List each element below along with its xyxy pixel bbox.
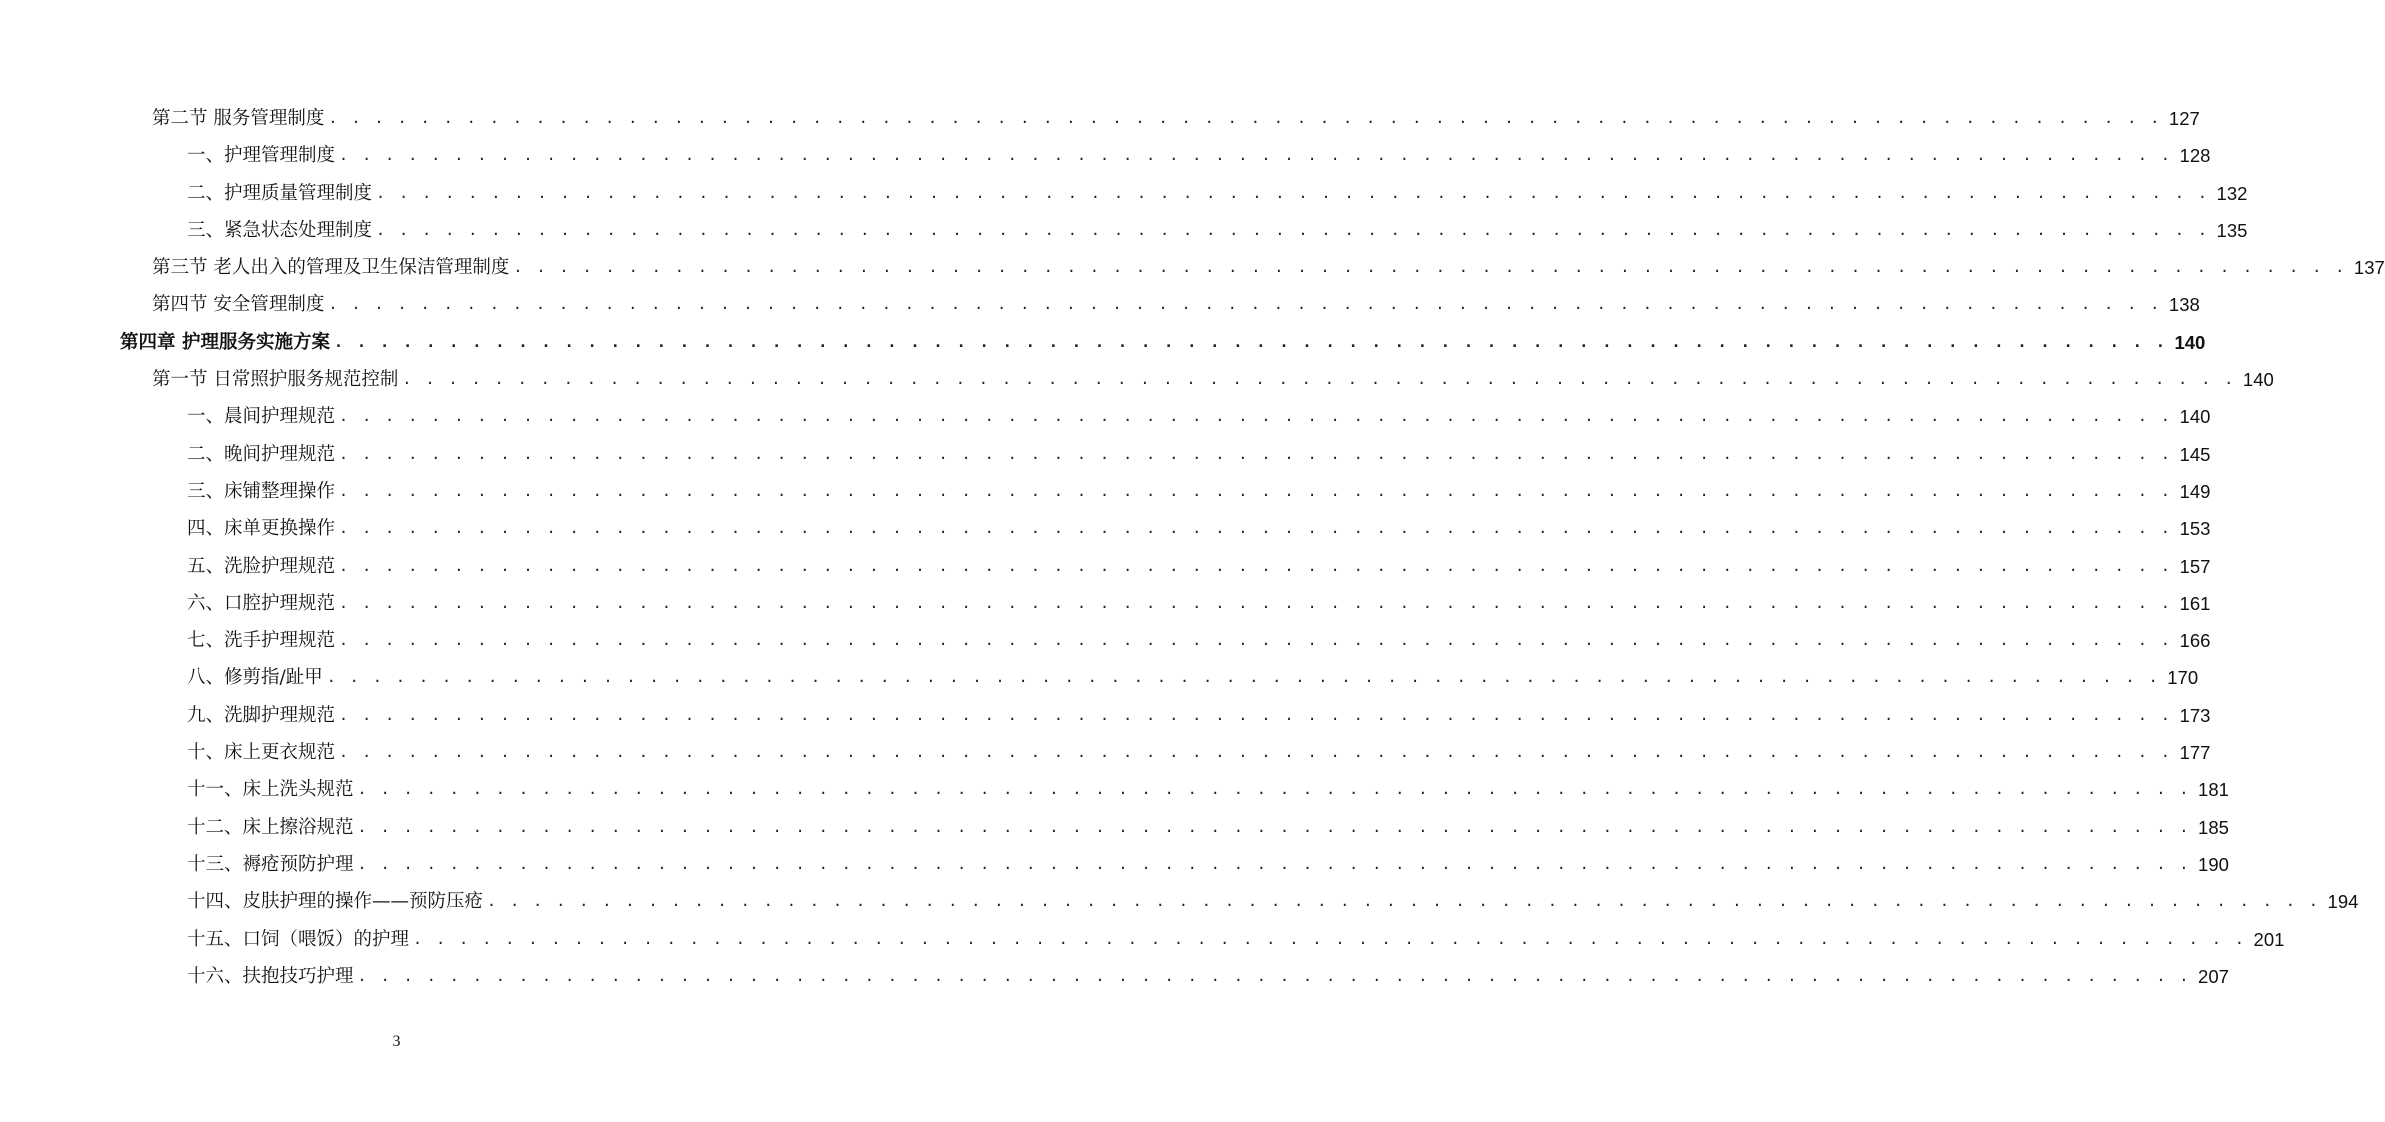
toc-entry-title: 一、护理管理制度 — [187, 145, 336, 167]
toc-entry-page: 185 — [2198, 816, 2229, 838]
toc-entry-title: 第二节 服务管理制度 — [152, 108, 325, 129]
toc-entry-page: 153 — [2179, 518, 2211, 540]
toc-dot-leader: . . . . . . . . . . . . . . . . . . . . . . . . . . . . . . . . . . . . . . . . . . . . . . . . . . . . . . . . . . . . . . . . . . . . . . . . . . . . . . . . — [326, 668, 2161, 687]
toc-dot-leader: . . . . . . . . . . . . . . . . . . . . . . . . . . . . . . . . . . . . . . . . . . . . . . . . . . . . . . . . . . . . . . . . . . . . . . . . . . . . . . . . — [376, 220, 2210, 239]
toc-section-entry[interactable] — [0, 100, 2200, 137]
toc-entry-page: 140 — [2174, 331, 2206, 353]
toc-entry-page: 157 — [2179, 555, 2211, 577]
toc-dot-leader: . . . . . . . . . . . . . . . . . . . . . . . . . . . . . . . . . . . . . . . . . . . . . . . . . . . . . . . . . . . . . . . . . . . . . . . . . . . . . . . . — [339, 444, 2173, 463]
toc-section-entry[interactable] — [0, 249, 2385, 286]
toc-entry-page: 201 — [2253, 928, 2285, 950]
toc-subsection-entry[interactable] — [0, 398, 2211, 435]
toc-entry-page: 127 — [2168, 108, 2200, 129]
toc-subsection-entry[interactable] — [0, 659, 2199, 696]
toc-subsection-entry[interactable] — [0, 622, 2211, 659]
toc-subsection-entry[interactable] — [0, 771, 2229, 808]
toc-entry-page: 138 — [2168, 294, 2200, 316]
toc-chapter-entry[interactable] — [0, 324, 2206, 361]
toc-entry-title: 二、晚间护理规范 — [187, 443, 336, 465]
toc-entry-title: 十、床上更衣规范 — [187, 742, 336, 764]
toc-entry-page: 177 — [2179, 742, 2211, 764]
toc-dot-leader: . . . . . . . . . . . . . . . . . . . . . . . . . . . . . . . . . . . . . . . . . . . . . . . . . . . . . . . . . . . . . . . . . . . . . . . . . . . . . . . . — [357, 817, 2191, 836]
toc-entry-title: 八、修剪指/趾甲 — [187, 667, 323, 689]
toc-entry-page: 128 — [2179, 145, 2211, 167]
toc-entry-page: 161 — [2179, 592, 2211, 614]
toc-entry-title: 十四、皮肤护理的操作——预防压疮 — [187, 891, 484, 913]
toc-entry-page: 194 — [2327, 891, 2359, 913]
toc-entry-page: 140 — [2242, 369, 2274, 391]
toc-subsection-entry[interactable] — [0, 697, 2211, 734]
toc-entry-page: 190 — [2198, 853, 2229, 875]
toc-subsection-entry[interactable] — [0, 436, 2211, 473]
toc-dot-leader: . . . . . . . . . . . . . . . . . . . . . . . . . . . . . . . . . . . . . . . . . . . . . . . . . . . . . . . . . . . . . . . . . . . . . . . . . . . . . . . . — [339, 519, 2173, 538]
toc-dot-leader: . . . . . . . . . . . . . . . . . . . . . . . . . . . . . . . . . . . . . . . . . . . . . . . . . . . . . . . . . . . . . . . . . . . . . . . . . . . . . . . . — [513, 258, 2347, 277]
toc-entry-title: 七、洗手护理规范 — [187, 630, 336, 652]
toc-entry-title: 九、洗脚护理规范 — [187, 704, 336, 726]
toc-entry-title: 十三、褥疮预防护理 — [187, 853, 354, 875]
toc-dot-leader: . . . . . . . . . . . . . . . . . . . . . . . . . . . . . . . . . . . . . . . . . . . . . . . . . . . . . . . . . . . . . . . . . . . . . . . . . . . . . . . . — [339, 593, 2173, 612]
toc-dot-leader: . . . . . . . . . . . . . . . . . . . . . . . . . . . . . . . . . . . . . . . . . . . . . . . . . . . . . . . . . . . . . . . . . . . . . . . . . . . . . . . . — [339, 146, 2173, 165]
toc-entry-title: 十二、床上擦浴规范 — [187, 816, 354, 838]
toc-entry-title: 五、洗脸护理规范 — [187, 555, 336, 577]
toc-dot-leader: . . . . . . . . . . . . . . . . . . . . . . . . . . . . . . . . . . . . . . . . . . . . . . . . . . . . . . . . . . . . . . . . . . . . . . . . . . . . . . . . — [339, 705, 2173, 724]
toc-subsection-entry[interactable] — [0, 958, 2229, 995]
toc-dot-leader: . . . . . . . . . . . . . . . . . . . . . . . . . . . . . . . . . . . . . . . . . . . . . . . . . . . . . . . . . . . . . . . . . . . . . . . . . . . . . . . . — [402, 370, 2236, 389]
toc-entry-title: 三、紧急状态处理制度 — [187, 219, 373, 241]
toc-dot-leader: . . . . . . . . . . . . . . . . . . . . . . . . . . . . . . . . . . . . . . . . . . . . . . . . . . . . . . . . . . . . . . . . . . . . . . . . . . . . . . . . — [487, 892, 2321, 911]
toc-dot-leader: . . . . . . . . . . . . . . . . . . . . . . . . . . . . . . . . . . . . . . . . . . . . . . . . . . . . . . . . . . . . . . . . . . . . . . . . . . . . . . . . — [333, 332, 2168, 351]
toc-dot-leader: . . . . . . . . . . . . . . . . . . . . . . . . . . . . . . . . . . . . . . . . . . . . . . . . . . . . . . . . . . . . . . . . . . . . . . . . . . . . . . . . — [357, 854, 2191, 873]
toc-dot-leader: . . . . . . . . . . . . . . . . . . . . . . . . . . . . . . . . . . . . . . . . . . . . . . . . . . . . . . . . . . . . . . . . . . . . . . . . . . . . . . . . — [339, 481, 2173, 500]
toc-entry-title: 第三节 老人出入的管理及卫生保洁管理制度 — [152, 257, 510, 279]
toc-subsection-entry[interactable] — [0, 212, 2248, 249]
toc-subsection-entry[interactable] — [0, 473, 2211, 510]
toc-entry-page: 132 — [2216, 182, 2248, 204]
toc-subsection-entry[interactable] — [0, 734, 2211, 771]
toc-section-entry[interactable] — [0, 286, 2200, 323]
toc-entry-title: 十一、床上洗头规范 — [187, 779, 354, 801]
toc-entry-page: 173 — [2179, 704, 2211, 726]
toc-subsection-entry[interactable] — [0, 809, 2229, 846]
toc-entry-title: 四、床单更换操作 — [187, 518, 336, 540]
toc-entry-page: 135 — [2216, 219, 2248, 241]
toc-entry-title: 第一节 日常照护服务规范控制 — [152, 369, 399, 391]
toc-dot-leader: . . . . . . . . . . . . . . . . . . . . . . . . . . . . . . . . . . . . . . . . . . . . . . . . . . . . . . . . . . . . . . . . . . . . . . . . . . . . . . . . — [339, 556, 2173, 575]
toc-entry-page: 140 — [2179, 406, 2211, 428]
toc-entry-title: 三、床铺整理操作 — [187, 480, 336, 502]
toc-entry-title: 第四章 护理服务实施方案 — [120, 331, 330, 353]
toc-dot-leader: . . . . . . . . . . . . . . . . . . . . . . . . . . . . . . . . . . . . . . . . . . . . . . . . . . . . . . . . . . . . . . . . . . . . . . . . . . . . . . . . — [357, 780, 2191, 799]
toc-dot-leader: . . . . . . . . . . . . . . . . . . . . . . . . . . . . . . . . . . . . . . . . . . . . . . . . . . . . . . . . . . . . . . . . . . . . . . . . . . . . . . . . — [339, 743, 2173, 762]
toc-entry-title: 十六、扶抱技巧护理 — [187, 965, 354, 987]
toc-entry-title: 六、口腔护理规范 — [187, 592, 336, 614]
toc-entry-title: 一、晨间护理规范 — [187, 406, 336, 428]
toc-dot-leader: . . . . . . . . . . . . . . . . . . . . . . . . . . . . . . . . . . . . . . . . . . . . . . . . . . . . . . . . . . . . . . . . . . . . . . . . . . . . . . . . — [357, 966, 2191, 985]
toc-dot-leader: . . . . . . . . . . . . . . . . . . . . . . . . . . . . . . . . . . . . . . . . . . . . . . . . . . . . . . . . . . . . . . . . . . . . . . . . . . . . . . . . — [328, 295, 2162, 314]
toc-entry-page: 145 — [2179, 443, 2211, 465]
toc-entry-title: 十五、口饲（喂饭）的护理 — [187, 928, 410, 950]
toc-subsection-entry[interactable] — [0, 548, 2211, 585]
toc-entry-page: 207 — [2198, 965, 2229, 987]
toc-subsection-entry[interactable] — [0, 846, 2229, 883]
toc-entry-title: 第四节 安全管理制度 — [152, 294, 325, 316]
toc-entry-page: 149 — [2179, 480, 2211, 502]
toc-entry-title: 二、护理质量管理制度 — [187, 182, 373, 204]
toc-dot-leader: . . . . . . . . . . . . . . . . . . . . . . . . . . . . . . . . . . . . . . . . . . . . . . . . . . . . . . . . . . . . . . . . . . . . . . . . . . . . . . . . — [339, 631, 2173, 650]
toc-dot-leader: . . . . . . . . . . . . . . . . . . . . . . . . . . . . . . . . . . . . . . . . . . . . . . . . . . . . . . . . . . . . . . . . . . . . . . . . . . . . . . . . — [339, 407, 2173, 426]
toc-entry-page: 181 — [2198, 779, 2229, 801]
toc-subsection-entry[interactable] — [0, 510, 2211, 547]
table-of-contents — [0, 100, 2385, 995]
toc-dot-leader: . . . . . . . . . . . . . . . . . . . . . . . . . . . . . . . . . . . . . . . . . . . . . . . . . . . . . . . . . . . . . . . . . . . . . . . . . . . . . . . . — [328, 109, 2162, 127]
page-number: 3 — [392, 1033, 401, 1050]
toc-subsection-entry[interactable] — [0, 175, 2248, 212]
toc-entry-page: 170 — [2167, 667, 2199, 689]
toc-subsection-entry[interactable] — [0, 585, 2211, 622]
toc-entry-page: 137 — [2353, 257, 2385, 279]
toc-subsection-entry[interactable] — [0, 883, 2359, 920]
toc-entry-page: 166 — [2179, 630, 2211, 652]
toc-subsection-entry[interactable] — [0, 137, 2211, 174]
toc-section-entry[interactable] — [0, 361, 2274, 398]
toc-dot-leader: . . . . . . . . . . . . . . . . . . . . . . . . . . . . . . . . . . . . . . . . . . . . . . . . . . . . . . . . . . . . . . . . . . . . . . . . . . . . . . . . — [413, 929, 2247, 948]
toc-dot-leader: . . . . . . . . . . . . . . . . . . . . . . . . . . . . . . . . . . . . . . . . . . . . . . . . . . . . . . . . . . . . . . . . . . . . . . . . . . . . . . . . — [376, 183, 2210, 202]
toc-subsection-entry[interactable] — [0, 921, 2285, 958]
